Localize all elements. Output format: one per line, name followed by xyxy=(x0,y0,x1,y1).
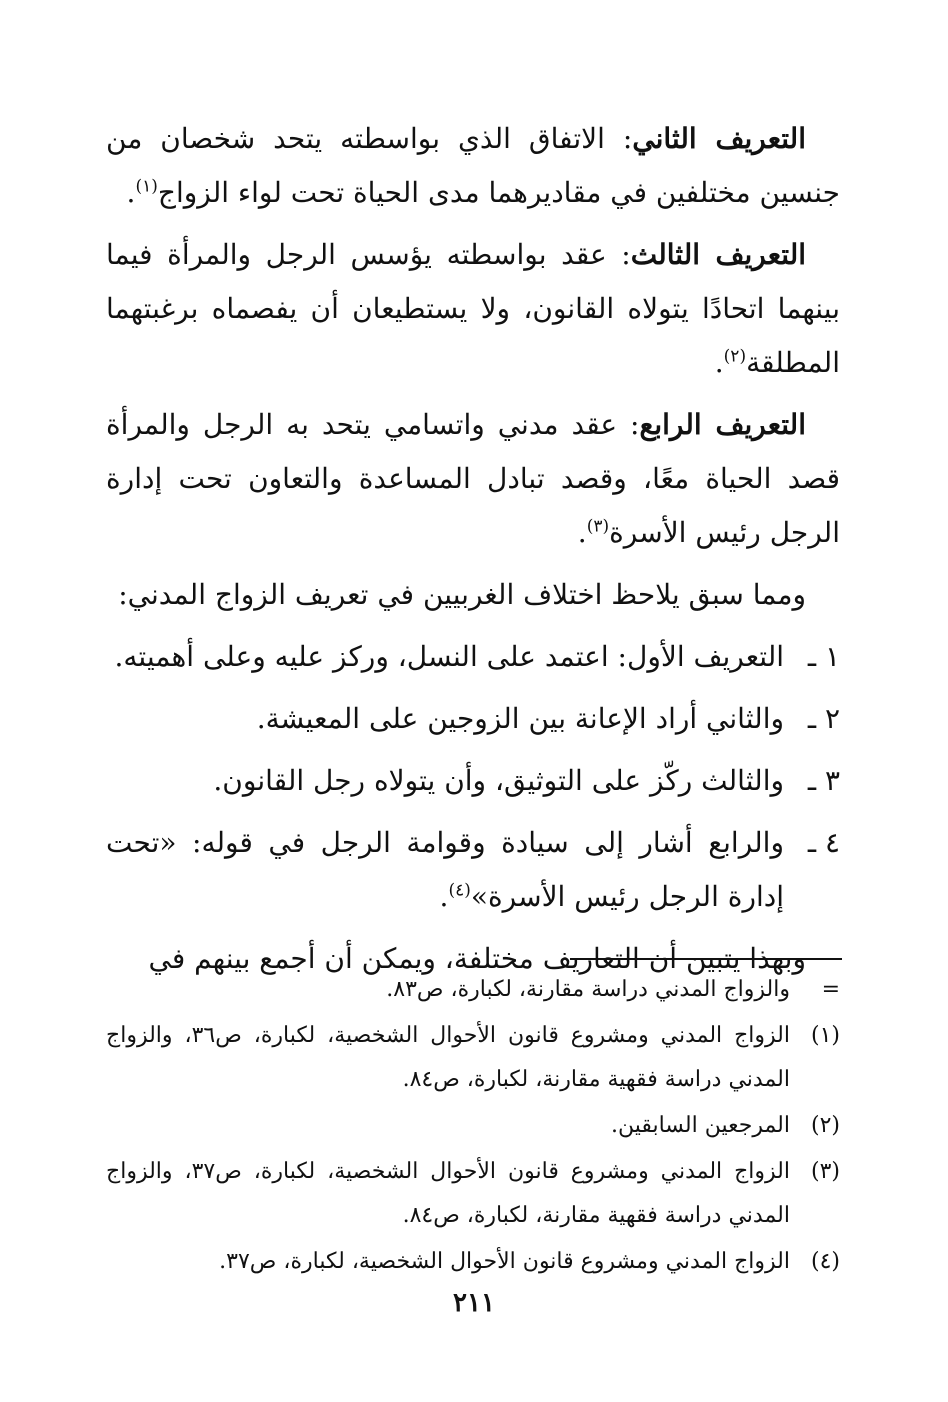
definition-paragraph-3 xyxy=(106,228,840,390)
list-marker: ٣ ـ xyxy=(807,764,840,797)
footnote-marker: (٤) xyxy=(810,1249,840,1274)
list-item-text xyxy=(106,816,784,924)
list-marker: ١ ـ xyxy=(807,640,840,673)
list-item xyxy=(106,630,840,684)
paragraph-end: . xyxy=(577,516,587,549)
footnotes xyxy=(106,968,840,1286)
list-item xyxy=(106,816,840,924)
footnote-ref: (٤) xyxy=(448,880,471,901)
definition-heading: التعريف الثالث xyxy=(630,238,806,271)
definition-text: : الاتفاق الذي بواسطته يتحد شخصان من جنسين مختلفين في مقاديرهما مدى الحياة تحت لواء الزواج xyxy=(106,122,840,209)
footnote-text: الزواج المدني ومشروع قانون الأحوال الشخصية، لكبارة، ص٣٦، والزواج المدني دراسة فقهية مقارنة، لكبارة، ص٨٤. xyxy=(106,1023,790,1092)
footnote-ref: (١) xyxy=(135,176,158,197)
footnote xyxy=(106,968,840,1012)
footnote-ref: (٢) xyxy=(723,346,747,367)
footnote-marker: = xyxy=(821,977,840,1002)
intro-paragraph: ومما سبق يلاحظ اختلاف الغربيين في تعريف الزواج المدني: xyxy=(118,578,806,611)
footnote xyxy=(106,1150,840,1238)
page-number: ٢١١ xyxy=(453,1288,495,1318)
list-item-content: والثالث ركّز على التوثيق، وأن يتولاه رجل القانون. xyxy=(213,764,784,797)
list-marker: ٢ ـ xyxy=(807,702,840,735)
list-item xyxy=(106,692,840,746)
footnote-marker: (٣) xyxy=(810,1159,840,1184)
definition-heading: التعريف الرابع xyxy=(639,408,806,441)
list-item-text xyxy=(106,630,784,684)
footnote-marker: (١) xyxy=(810,1023,840,1048)
footnote xyxy=(106,1014,840,1102)
closing-paragraph: وبهذا يتبين أن التعاريف مختلفة، ويمكن أن أجمع بينهم في xyxy=(148,942,806,975)
footnote xyxy=(106,1104,840,1148)
definition-text: : عقد بواسطته يؤسس الرجل والمرأة فيما بينهما اتحادًا يتولاه القانون، ولا يستطيعان أن يفصماه برغبتهما المطلقة xyxy=(106,238,840,379)
paragraph-end: . xyxy=(714,346,724,379)
footnote-text: والزواج المدني دراسة مقارنة، لكبارة، ص٨٣. xyxy=(386,977,790,1002)
footnote xyxy=(106,1240,840,1284)
footnote-ref: (٣) xyxy=(586,516,610,537)
footnote-separator xyxy=(570,958,842,960)
list-item-text xyxy=(106,692,784,746)
list-item-text xyxy=(106,754,784,808)
definition-paragraph-2 xyxy=(106,112,840,220)
list-item-content: التعريف الأول: اعتمد على النسل، وركز عليه وعلى أهميته. xyxy=(114,640,784,673)
footnote-marker: (٢) xyxy=(810,1113,840,1138)
footnote-text: الزواج المدني ومشروع قانون الأحوال الشخصية، لكبارة، ص٣٧، والزواج المدني دراسة فقهية مقارنة، لكبارة، ص٨٤. xyxy=(106,1159,790,1228)
list-item xyxy=(106,754,840,808)
paragraph-end: . xyxy=(439,880,449,913)
definition-text: : عقد مدني واتسامي يتحد به الرجل والمرأة قصد الحياة معًا، وقصد تبادل المساعدة والتعاون تحت إدارة الرجل رئيس الأسرة xyxy=(106,408,840,549)
definition-paragraph-4 xyxy=(106,398,840,560)
list-marker: ٤ ـ xyxy=(807,826,840,859)
main-text xyxy=(106,112,840,994)
list-item-content: والرابع أشار إلى سيادة وقوامة الرجل في قوله: «تحت إدارة الرجل رئيس الأسرة» xyxy=(106,826,784,913)
footnote-text: الزواج المدني ومشروع قانون الأحوال الشخصية، لكبارة، ص٣٧. xyxy=(219,1249,790,1274)
definition-heading: التعريف الثاني xyxy=(632,122,806,155)
footnote-text: المرجعين السابقين. xyxy=(610,1113,790,1138)
paragraph-end: . xyxy=(126,176,136,209)
list-item-content: والثاني أراد الإعانة بين الزوجين على المعيشة. xyxy=(256,702,784,735)
